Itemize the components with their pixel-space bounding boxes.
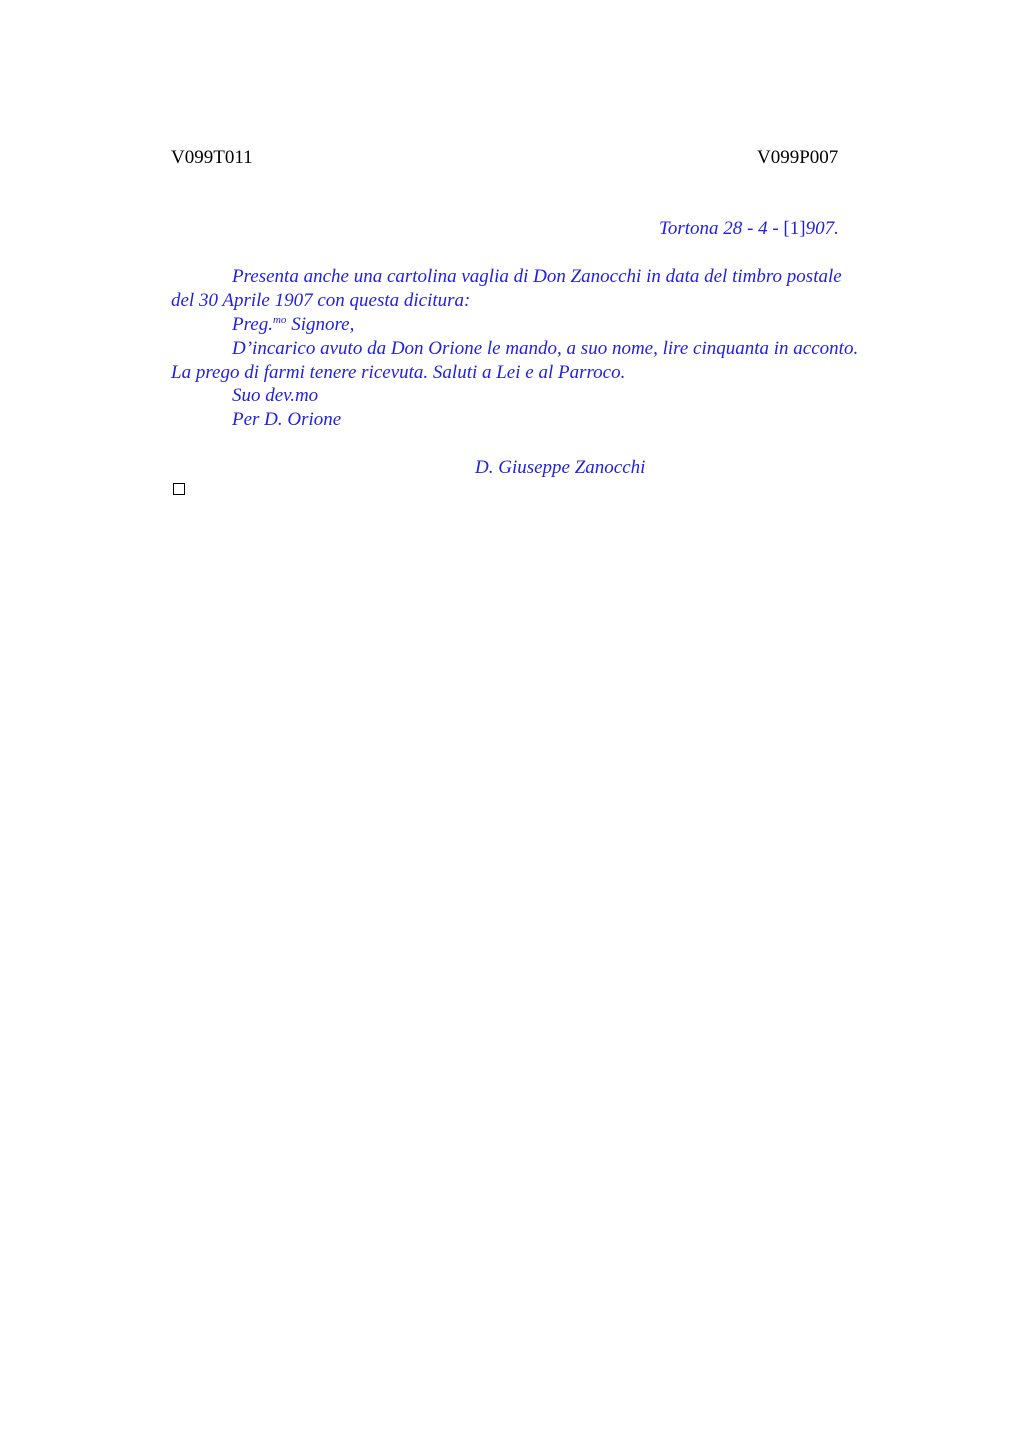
document-code-left: V099T011: [171, 147, 253, 168]
letter-closing: Suo dev.mo: [232, 385, 319, 406]
salutation-superscript: mo: [272, 314, 287, 326]
date-prefix: Tortona 28 - 4 -: [659, 218, 784, 239]
intro-line-1: Presenta anche una cartolina vaglia di Don Zanocchi in data del timbro postale: [232, 266, 842, 287]
date-bracket: [1]: [783, 218, 806, 239]
letter-date: [659, 217, 839, 241]
document-code-right: V099P007: [757, 147, 839, 168]
letter-signature: D. Giuseppe Zanocchi: [475, 457, 646, 478]
body-line-2: La prego di farmi tenere ricevuta. Saluti a Lei e al Parroco.: [171, 362, 626, 383]
letter-per-line: Per D. Orione: [232, 409, 342, 430]
body-line-1: D’incarico avuto da Don Orione le mando, a suo nome, lire cinquanta in acconto.: [232, 338, 859, 359]
end-mark-square: [173, 483, 185, 495]
intro-line-2: del 30 Aprile 1907 con questa dicitura:: [171, 290, 471, 311]
salutation-suffix: Signore,: [286, 314, 355, 335]
date-suffix: 907.: [805, 218, 839, 239]
salutation-prefix: Preg.: [232, 314, 273, 335]
letter-salutation: [232, 313, 354, 337]
